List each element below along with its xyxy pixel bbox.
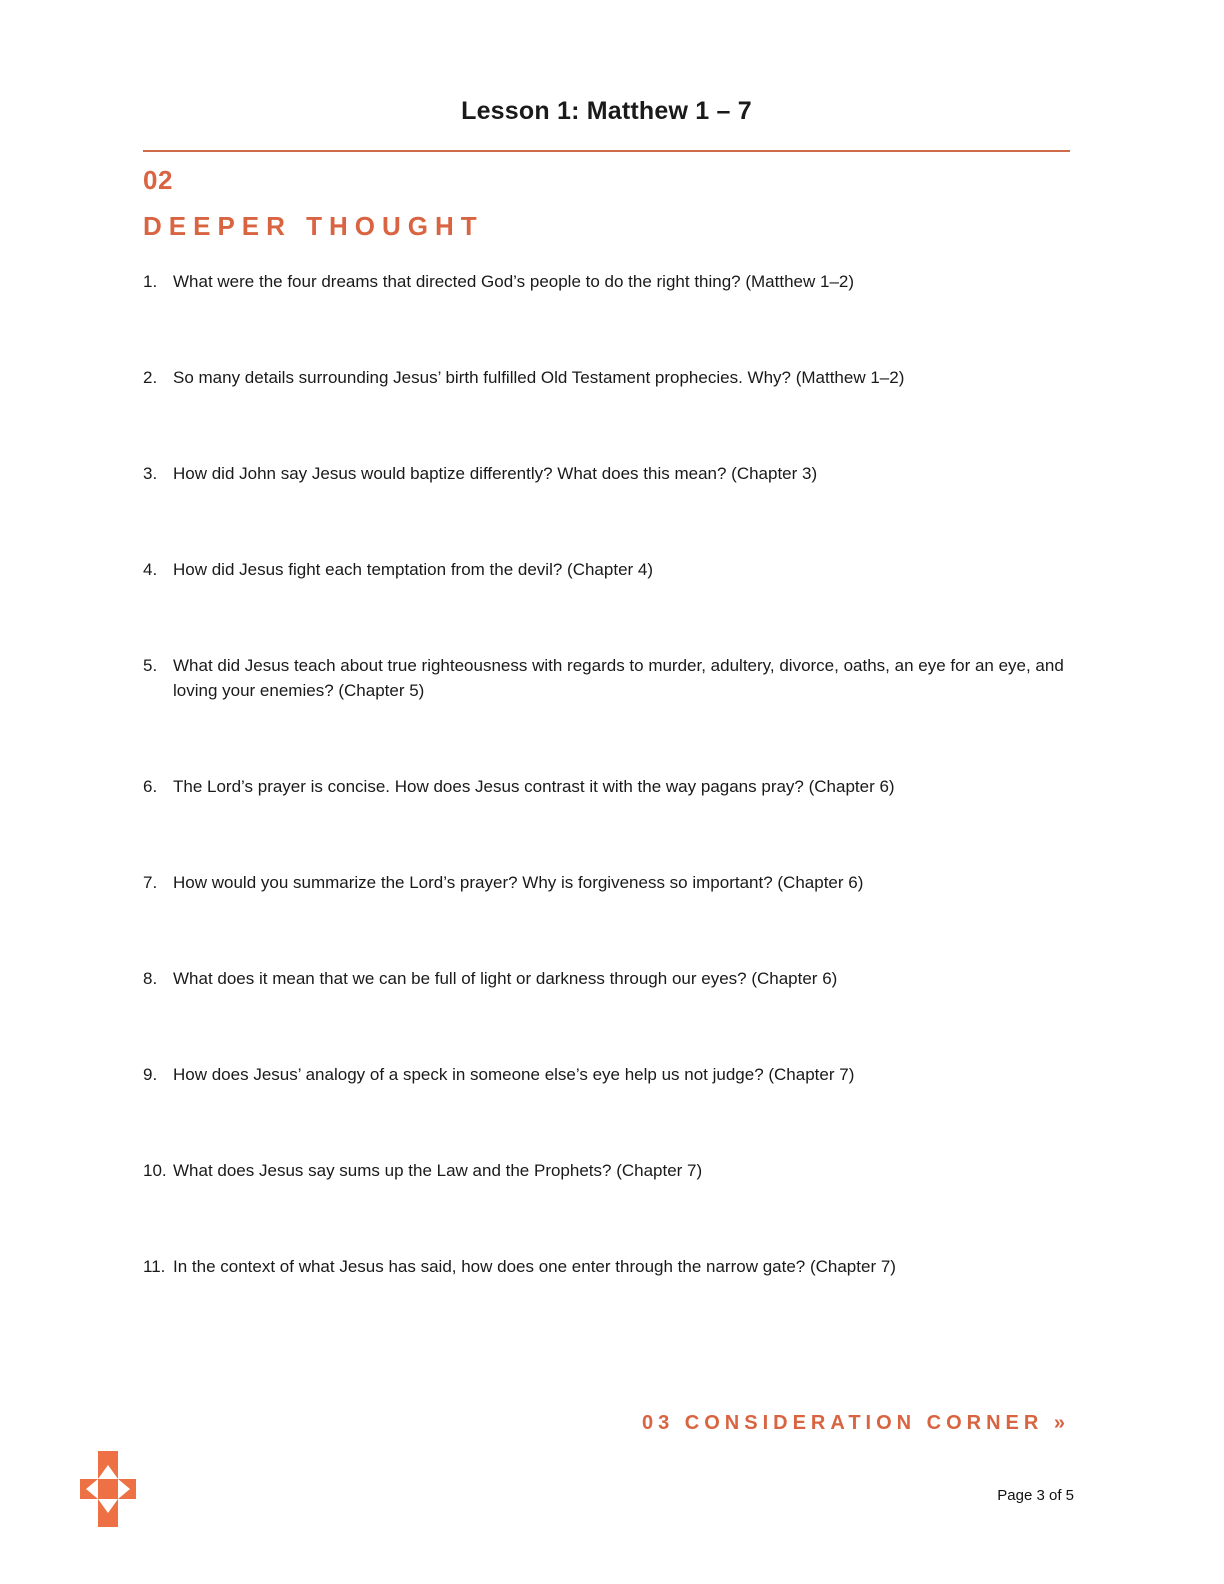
cross-arrows-logo-icon (80, 1451, 136, 1527)
question-text: What did Jesus teach about true righteousness with regards to murder, adultery, divorce, oaths, an eye for an eye, and loving your enemies? (Chapter 5) (173, 656, 1064, 700)
section-title: DEEPER THOUGHT (143, 211, 484, 241)
header-divider (143, 150, 1070, 152)
question-item (143, 653, 1065, 703)
question-text: What does Jesus say sums up the Law and the Prophets? (Chapter 7) (173, 1161, 703, 1180)
question-number: 5. (143, 656, 158, 675)
question-number: 1. (143, 272, 158, 291)
question-item (143, 1158, 1065, 1183)
page-number: Page 3 of 5 (997, 1487, 1074, 1504)
section-number: 02 (143, 165, 173, 195)
question-item (143, 774, 1065, 799)
question-text: How did Jesus fight each temptation from the devil? (Chapter 4) (173, 560, 654, 579)
question-number: 9. (143, 1065, 158, 1084)
question-text: How would you summarize the Lord’s prayer? Why is forgiveness so important? (Chapter 6) (173, 873, 864, 892)
page-title: Lesson 1: Matthew 1 – 7 (461, 97, 752, 125)
next-section-label: 03 CONSIDERATION CORNER » (641, 1412, 1070, 1434)
question-item (143, 1254, 1065, 1279)
question-number: 10. (143, 1161, 167, 1180)
question-text: What does it mean that we can be full of light or darkness through our eyes? (Chapter 6) (173, 969, 838, 988)
question-item (143, 1062, 1065, 1087)
question-text: What were the four dreams that directed God’s people to do the right thing? (Matthew 1–2) (173, 272, 855, 291)
question-item (143, 461, 1065, 486)
question-item (143, 557, 1065, 582)
question-text: In the context of what Jesus has said, how does one enter through the narrow gate? (Chapter 7) (173, 1257, 896, 1276)
question-number: 2. (143, 368, 158, 387)
question-number: 7. (143, 873, 158, 892)
question-number: 8. (143, 969, 158, 988)
question-item (143, 966, 1065, 991)
question-number: 6. (143, 777, 158, 796)
question-text: How did John say Jesus would baptize differently? What does this mean? (Chapter 3) (173, 464, 818, 483)
question-number: 11. (143, 1257, 166, 1276)
question-item (143, 870, 1065, 895)
question-number: 4. (143, 560, 158, 579)
question-text: So many details surrounding Jesus’ birth fulfilled Old Testament prophecies. Why? (Matthew 1–2) (173, 368, 905, 387)
question-item (143, 269, 1065, 294)
question-number: 3. (143, 464, 158, 483)
questions-list (143, 269, 1065, 1350)
question-text: The Lord’s prayer is concise. How does Jesus contrast it with the way pagans pray? (Chapter 6) (173, 777, 895, 796)
question-text: How does Jesus’ analogy of a speck in someone else’s eye help us not judge? (Chapter 7) (173, 1065, 855, 1084)
question-item (143, 365, 1065, 390)
